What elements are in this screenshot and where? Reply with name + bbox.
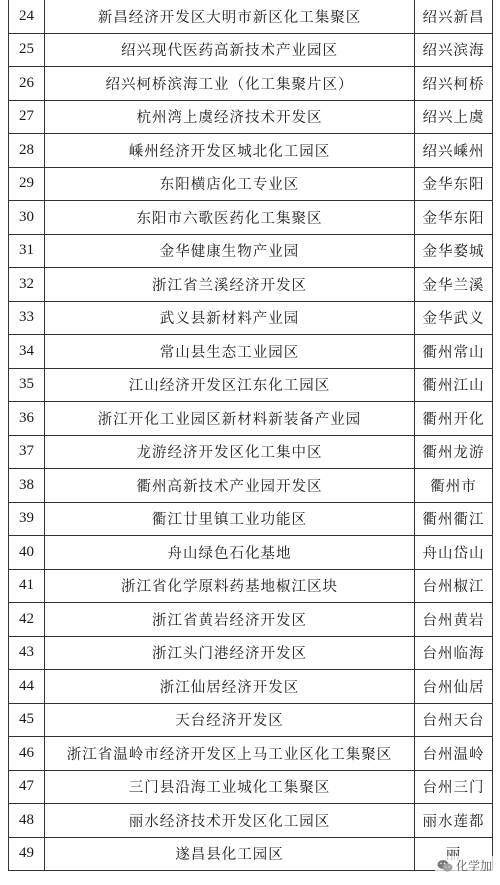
table-row — [9, 536, 493, 570]
park-location: 绍兴嵊州 — [415, 134, 493, 168]
row-number: 46 — [9, 737, 45, 771]
park-name: 浙江省黄岩经济开发区 — [45, 603, 415, 637]
park-location: 台州仙居 — [415, 670, 493, 704]
park-location: 金华婺城 — [415, 234, 493, 268]
park-name: 浙江头门港经济开发区 — [45, 636, 415, 670]
park-name: 浙江仙居经济开发区 — [45, 670, 415, 704]
park-location: 舟山岱山 — [415, 536, 493, 570]
park-name: 衢州高新技术产业园开发区 — [45, 469, 415, 503]
park-name: 三门县沿海工业城化工集聚区 — [45, 770, 415, 804]
row-number: 43 — [9, 636, 45, 670]
row-number: 37 — [9, 435, 45, 469]
table-row — [9, 636, 493, 670]
park-name: 武义县新材料产业园 — [45, 301, 415, 335]
park-name: 绍兴柯桥滨海工业（化工集聚片区） — [45, 67, 415, 101]
park-location: 金华兰溪 — [415, 268, 493, 302]
row-number: 48 — [9, 804, 45, 838]
row-number: 39 — [9, 502, 45, 536]
row-number: 27 — [9, 100, 45, 134]
table-row — [9, 268, 493, 302]
table-row — [9, 301, 493, 335]
row-number: 32 — [9, 268, 45, 302]
table-row — [9, 368, 493, 402]
row-number: 29 — [9, 167, 45, 201]
row-number: 41 — [9, 569, 45, 603]
park-location: 绍兴柯桥 — [415, 67, 493, 101]
row-number: 30 — [9, 201, 45, 235]
table-row — [9, 770, 493, 804]
park-location: 金华武义 — [415, 301, 493, 335]
row-number: 49 — [9, 837, 45, 871]
table-row — [9, 435, 493, 469]
park-list-table-wrapper — [8, 0, 492, 871]
park-location: 金华东阳 — [415, 201, 493, 235]
table-row — [9, 201, 493, 235]
table-row — [9, 33, 493, 67]
park-location: 衢州衢江 — [415, 502, 493, 536]
park-location: 衢州开化 — [415, 402, 493, 436]
park-location: 衢州市 — [415, 469, 493, 503]
park-name: 常山县生态工业园区 — [45, 335, 415, 369]
table-row — [9, 670, 493, 704]
park-list-table — [8, 0, 493, 871]
table-row — [9, 0, 493, 33]
park-name: 浙江省兰溪经济开发区 — [45, 268, 415, 302]
park-location: 台州天台 — [415, 703, 493, 737]
table-row — [9, 569, 493, 603]
park-list-body — [9, 0, 493, 871]
table-row — [9, 167, 493, 201]
park-name: 杭州湾上虞经济技术开发区 — [45, 100, 415, 134]
table-row — [9, 469, 493, 503]
park-name: 绍兴现代医药高新技术产业园区 — [45, 33, 415, 67]
table-row — [9, 502, 493, 536]
park-name: 江山经济开发区江东化工园区 — [45, 368, 415, 402]
park-name: 天台经济开发区 — [45, 703, 415, 737]
table-row — [9, 100, 493, 134]
park-name: 龙游经济开发区化工集中区 — [45, 435, 415, 469]
row-number: 47 — [9, 770, 45, 804]
row-number: 38 — [9, 469, 45, 503]
table-row — [9, 234, 493, 268]
park-name: 浙江开化工业园区新材料新装备产业园 — [45, 402, 415, 436]
table-row — [9, 804, 493, 838]
table-row — [9, 603, 493, 637]
row-number: 28 — [9, 134, 45, 168]
watermark-text: 化学加 — [455, 859, 492, 873]
park-location: 台州三门 — [415, 770, 493, 804]
row-number: 24 — [9, 0, 45, 33]
row-number: 40 — [9, 536, 45, 570]
park-name: 丽水经济技术开发区化工园区 — [45, 804, 415, 838]
park-location: 台州椒江 — [415, 569, 493, 603]
park-name: 衢江廿里镇工业功能区 — [45, 502, 415, 536]
park-location: 金华东阳 — [415, 167, 493, 201]
park-location: 台州临海 — [415, 636, 493, 670]
wechat-watermark — [435, 856, 494, 875]
park-name: 遂昌县化工园区 — [45, 837, 415, 871]
park-location: 绍兴上虞 — [415, 100, 493, 134]
row-number: 31 — [9, 234, 45, 268]
park-location: 绍兴滨海 — [415, 33, 493, 67]
park-name: 金华健康生物产业园 — [45, 234, 415, 268]
row-number: 26 — [9, 67, 45, 101]
park-name: 新昌经济开发区大明市新区化工集聚区 — [45, 0, 415, 33]
park-name: 嵊州经济开发区城北化工园区 — [45, 134, 415, 168]
table-row — [9, 134, 493, 168]
park-location: 台州温岭 — [415, 737, 493, 771]
wechat-icon — [437, 859, 453, 873]
table-row — [9, 837, 493, 871]
table-row — [9, 335, 493, 369]
park-location: 台州黄岩 — [415, 603, 493, 637]
row-number: 42 — [9, 603, 45, 637]
row-number: 35 — [9, 368, 45, 402]
table-row — [9, 703, 493, 737]
park-name: 舟山绿色石化基地 — [45, 536, 415, 570]
table-row — [9, 402, 493, 436]
row-number: 36 — [9, 402, 45, 436]
park-name: 浙江省化学原料药基地椒江区块 — [45, 569, 415, 603]
park-name: 东阳市六歌医药化工集聚区 — [45, 201, 415, 235]
row-number: 25 — [9, 33, 45, 67]
park-location: 绍兴新昌 — [415, 0, 493, 33]
row-number: 45 — [9, 703, 45, 737]
park-name: 浙江省温岭市经济开发区上马工业区化工集聚区 — [45, 737, 415, 771]
park-location: 丽水莲都 — [415, 804, 493, 838]
park-location: 衢州江山 — [415, 368, 493, 402]
table-row — [9, 737, 493, 771]
row-number: 44 — [9, 670, 45, 704]
park-name: 东阳横店化工专业区 — [45, 167, 415, 201]
table-row — [9, 67, 493, 101]
park-location: 衢州龙游 — [415, 435, 493, 469]
row-number: 33 — [9, 301, 45, 335]
park-location: 衢州常山 — [415, 335, 493, 369]
row-number: 34 — [9, 335, 45, 369]
